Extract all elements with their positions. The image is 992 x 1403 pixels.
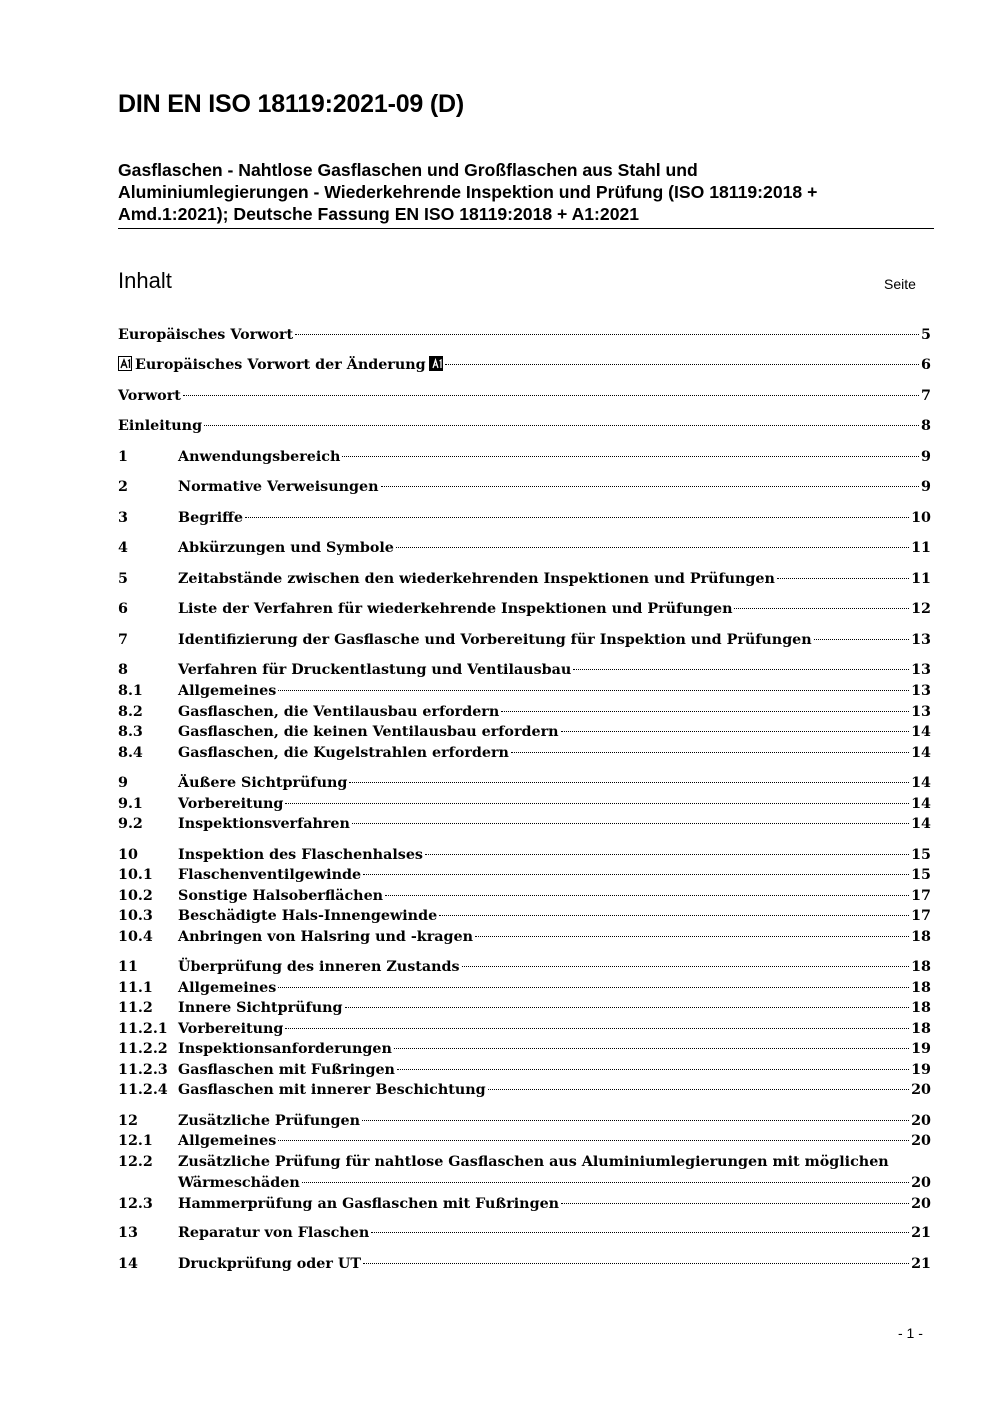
toc-entry-number: 2 — [118, 479, 128, 495]
toc-entry-title: Allgemeines — [178, 1133, 277, 1149]
subtitle-line-1: Gasflaschen - Nahtlose Gasflaschen und Großflaschen aus Stahl und — [118, 160, 698, 180]
subtitle-line-2: Aluminiumlegierungen - Wiederkehrende Inspektion und Prüfung (ISO 18119:2018 + — [118, 182, 818, 202]
toc-entry-title: Europäisches Vorwort — [118, 327, 294, 343]
toc-entry-number: 11.2.3 — [118, 1062, 168, 1078]
toc-entry[interactable] — [118, 1152, 931, 1193]
toc-entry-number: 9 — [118, 775, 128, 791]
toc-entry-number: 10.1 — [118, 867, 153, 883]
toc-entry-title: Reparatur von Flaschen — [178, 1225, 370, 1241]
toc-entry[interactable] — [118, 1039, 931, 1059]
toc-entry-page: 14 — [911, 816, 931, 832]
toc-entry-page: 11 — [911, 571, 931, 587]
toc-entry[interactable] — [118, 508, 931, 528]
toc-entry-page: 18 — [911, 959, 931, 975]
toc-leader-dots — [352, 823, 909, 824]
toc-entry[interactable] — [118, 630, 931, 650]
toc-entry-title: Liste der Verfahren für wiederkehrende Inspektionen und Prüfungen — [178, 601, 733, 617]
page-number-footer: - 1 - — [898, 1325, 923, 1341]
toc-entry-page: 12 — [911, 601, 931, 617]
toc-entry[interactable] — [118, 1019, 931, 1039]
toc-entry-vorwort-eu[interactable] — [118, 325, 931, 345]
toc-entry-title: Allgemeines — [178, 683, 277, 699]
toc-entry-title: Gasflaschen, die keinen Ventilausbau erfordern — [178, 724, 559, 740]
title-divider — [118, 228, 934, 229]
toc-entry[interactable] — [118, 660, 931, 680]
toc-entry-title: Inspektionsverfahren — [178, 816, 350, 832]
toc-leader-dots — [345, 1007, 910, 1008]
toc-entry[interactable] — [118, 1223, 931, 1243]
toc-entry-title: Äußere Sichtprüfung — [178, 775, 348, 791]
toc-entry-title-line-1: Zusätzliche Prüfung für nahtlose Gasflaschen aus Aluminiumlegierungen mit möglichen — [178, 1154, 889, 1170]
toc-entry-number: 11.2.4 — [118, 1082, 168, 1098]
toc-entry[interactable] — [118, 906, 931, 926]
toc-leader-dots — [814, 639, 909, 640]
toc-leader-dots — [278, 690, 909, 691]
toc-entry-number: 14 — [118, 1256, 138, 1272]
toc-leader-dots — [462, 966, 910, 967]
toc-leader-dots — [245, 517, 909, 518]
toc-entry-page: 21 — [911, 1225, 931, 1241]
toc-entry-title: Gasflaschen mit innerer Beschichtung — [178, 1082, 486, 1098]
toc-entry-page: 17 — [911, 908, 931, 924]
toc-entry-title: Vorbereitung — [178, 1021, 284, 1037]
toc-entry-title: Einleitung — [118, 418, 203, 434]
toc-entry[interactable] — [118, 538, 931, 558]
toc-entry-page: 8 — [921, 418, 931, 434]
toc-leader-dots — [285, 803, 909, 804]
toc-entry-title: Inspektion des Flaschenhalses — [178, 847, 423, 863]
toc-entry-title: Begriffe — [178, 510, 243, 526]
toc-entry-page: 15 — [911, 847, 931, 863]
toc-entry[interactable] — [118, 794, 931, 814]
toc-leader-dots — [488, 1089, 909, 1090]
toc-entry-number: 4 — [118, 540, 128, 556]
toc-entry-number: 9.1 — [118, 796, 143, 812]
toc-leader-dots — [278, 987, 909, 988]
toc-entry-number: 11.2.1 — [118, 1021, 168, 1037]
toc-leader-dots — [362, 1120, 909, 1121]
toc-leader-dots — [734, 608, 909, 609]
toc-entry[interactable] — [118, 702, 931, 722]
toc-leader-dots — [501, 711, 909, 712]
amendment-start-icon — [118, 356, 132, 371]
toc-entry-vorwort-aenderung[interactable] — [118, 355, 931, 375]
page-column-label: Seite — [884, 276, 916, 292]
toc-leader-dots — [363, 1263, 909, 1264]
toc-entry-number: 12.3 — [118, 1196, 153, 1212]
toc-entry-page: 19 — [911, 1041, 931, 1057]
toc-entry-number: 8 — [118, 662, 128, 678]
toc-leader-dots — [385, 895, 909, 896]
toc-entry-page: 9 — [921, 479, 931, 495]
toc-entry-title: Druckprüfung oder UT — [178, 1256, 362, 1272]
toc-entry-title: Zeitabstände zwischen den wiederkehrenden Inspektionen und Prüfungen — [178, 571, 775, 587]
toc-entry-title: Beschädigte Hals-Innengewinde — [178, 908, 438, 924]
toc-entry[interactable] — [118, 722, 931, 742]
toc-entry-page: 18 — [911, 1000, 931, 1016]
toc-entry[interactable] — [118, 743, 931, 763]
toc-entry-title: Vorwort — [118, 388, 181, 404]
toc-entry[interactable] — [118, 477, 931, 497]
toc-entry-page: 7 — [921, 388, 931, 404]
toc-leader-dots — [394, 1048, 909, 1049]
toc-entry-page: 6 — [921, 357, 931, 373]
toc-leader-dots — [302, 1182, 909, 1183]
toc-entry-number: 8.3 — [118, 724, 143, 740]
toc-entry-page: 18 — [911, 1021, 931, 1037]
toc-entry[interactable] — [118, 569, 931, 589]
toc-entry[interactable] — [118, 957, 931, 977]
toc-entry-page: 20 — [911, 1133, 931, 1149]
toc-entry-title-line-2: Wärmeschäden — [178, 1175, 300, 1191]
toc-entry-page: 20 — [911, 1175, 931, 1191]
toc-entry[interactable] — [118, 998, 931, 1018]
toc-leader-dots — [204, 425, 919, 426]
toc-entry-title: Normative Verweisungen — [178, 479, 379, 495]
toc-entry-number: 12.1 — [118, 1133, 153, 1149]
toc-entry-page: 5 — [921, 327, 931, 343]
toc-entry-number: 11.2 — [118, 1000, 153, 1016]
toc-entry-title: Zusätzliche Prüfungen — [178, 1113, 361, 1129]
toc-leader-dots — [183, 395, 919, 396]
toc-entry-vorwort[interactable] — [118, 386, 931, 406]
toc-entry-page: 14 — [911, 745, 931, 761]
toc-entry-number: 8.1 — [118, 683, 143, 699]
toc-entry-title-wrap — [118, 355, 443, 375]
toc-entry-page: 20 — [911, 1082, 931, 1098]
toc-entry-title: Identifizierung der Gasflasche und Vorbereitung für Inspektion und Prüfungen — [178, 632, 812, 648]
toc-entry-number: 8.4 — [118, 745, 143, 761]
toc-entry[interactable] — [118, 773, 931, 793]
toc-entry-title: Europäisches Vorwort der Änderung — [135, 357, 426, 373]
toc-entry-title: Flaschenventilgewinde — [178, 867, 362, 883]
toc-entry-einleitung[interactable] — [118, 416, 931, 436]
toc-entry-title: Anwendungsbereich — [178, 449, 341, 465]
toc-entry-page: 14 — [911, 724, 931, 740]
toc-entry-title: Gasflaschen mit Fußringen — [178, 1062, 395, 1078]
toc-entry-page: 17 — [911, 888, 931, 904]
toc-leader-dots — [425, 854, 909, 855]
toc-entry-number: 3 — [118, 510, 128, 526]
toc-entry-page: 20 — [911, 1196, 931, 1212]
toc-entry-page: 13 — [911, 704, 931, 720]
toc-entry-page: 19 — [911, 1062, 931, 1078]
toc-entry-number: 5 — [118, 571, 128, 587]
toc-leader-dots — [396, 547, 909, 548]
toc-entry-number: 10.4 — [118, 929, 153, 945]
toc-entry-page: 11 — [911, 540, 931, 556]
toc-entry-number: 9.2 — [118, 816, 143, 832]
toc-entry-number: 12.2 — [118, 1154, 153, 1170]
toc-entry-title: Allgemeines — [178, 980, 277, 996]
toc-leader-dots — [342, 456, 919, 457]
toc-entry[interactable] — [118, 1060, 931, 1080]
toc-entry-number: 12 — [118, 1113, 138, 1129]
toc-entry[interactable] — [118, 599, 931, 619]
toc-leader-dots — [445, 364, 919, 365]
toc-entry-number: 10 — [118, 847, 138, 863]
toc-entry-page: 13 — [911, 662, 931, 678]
toc-entry[interactable] — [118, 1254, 931, 1274]
toc-entry-page: 13 — [911, 632, 931, 648]
toc-entry-number: 1 — [118, 449, 128, 465]
document-subtitle — [118, 159, 948, 225]
document-title: DIN EN ISO 18119:2021-09 (D) — [118, 90, 464, 118]
toc-leader-dots — [777, 578, 909, 579]
toc-leader-dots — [475, 936, 909, 937]
toc-entry-number: 11 — [118, 959, 138, 975]
toc-leader-dots — [573, 669, 909, 670]
toc-entry-title: Hammerprüfung an Gasflaschen mit Fußringen — [178, 1196, 560, 1212]
toc-entry-number: 8.2 — [118, 704, 143, 720]
toc-entry-number: 7 — [118, 632, 128, 648]
toc-entry-title: Sonstige Halsoberflächen — [178, 888, 384, 904]
toc-entry-page: 15 — [911, 867, 931, 883]
toc-leader-dots — [363, 874, 909, 875]
toc-entry-number: 13 — [118, 1225, 138, 1241]
toc-entry[interactable] — [118, 845, 931, 865]
toc-entry-title: Innere Sichtprüfung — [178, 1000, 343, 1016]
toc-leader-dots — [511, 752, 909, 753]
toc-entry[interactable] — [118, 1080, 931, 1100]
toc-entry[interactable] — [118, 1194, 931, 1214]
amendment-end-icon — [429, 356, 443, 371]
toc-leader-dots — [561, 731, 910, 732]
toc-entry-page: 14 — [911, 796, 931, 812]
toc-entry-title: Anbringen von Halsring und -kragen — [178, 929, 473, 945]
toc-leader-dots — [349, 782, 909, 783]
toc-entry[interactable] — [118, 927, 931, 947]
toc-entry-page: 10 — [911, 510, 931, 526]
toc-entry-page: 13 — [911, 683, 931, 699]
toc-entry-number: 6 — [118, 601, 128, 617]
toc-leader-dots — [285, 1028, 909, 1029]
toc-leader-dots — [439, 915, 909, 916]
toc-leader-dots — [381, 486, 920, 487]
toc-entry-page: 20 — [911, 1113, 931, 1129]
toc-leader-dots — [371, 1232, 909, 1233]
toc-entry-title: Gasflaschen, die Ventilausbau erfordern — [178, 704, 500, 720]
subtitle-line-3: Amd.1:2021); Deutsche Fassung EN ISO 18119:2018 + A1:2021 — [118, 204, 640, 224]
toc-entry-number: 11.2.2 — [118, 1041, 168, 1057]
toc-entry[interactable] — [118, 1131, 931, 1151]
contents-heading: Inhalt — [118, 268, 172, 293]
toc-entry-page: 18 — [911, 929, 931, 945]
toc-entry-number: 11.1 — [118, 980, 153, 996]
toc-entry[interactable] — [118, 978, 931, 998]
toc-entry-title: Abkürzungen und Symbole — [178, 540, 394, 556]
toc-entry-title: Inspektionsanforderungen — [178, 1041, 392, 1057]
toc-entry-title: Gasflaschen, die Kugelstrahlen erfordern — [178, 745, 509, 761]
toc-entry[interactable] — [118, 681, 931, 701]
toc-entry[interactable] — [118, 447, 931, 467]
toc-entry-number: 10.3 — [118, 908, 153, 924]
toc-entry-page: 21 — [911, 1256, 931, 1272]
toc-entry-title: Vorbereitung — [178, 796, 284, 812]
toc-entry[interactable] — [118, 865, 931, 885]
toc-entry-title: Überprüfung des inneren Zustands — [178, 959, 460, 975]
toc-entry-page: 14 — [911, 775, 931, 791]
toc-entry[interactable] — [118, 886, 931, 906]
toc-leader-dots — [295, 334, 919, 335]
toc-leader-dots — [278, 1140, 909, 1141]
toc-entry[interactable] — [118, 814, 931, 834]
toc-leader-dots — [397, 1069, 909, 1070]
toc-entry-page: 9 — [921, 449, 931, 465]
toc-entry-page: 18 — [911, 980, 931, 996]
toc-leader-dots — [561, 1203, 909, 1204]
toc-entry[interactable] — [118, 1111, 931, 1131]
toc-entry-title: Verfahren für Druckentlastung und Ventilausbau — [178, 662, 572, 678]
toc-entry-number: 10.2 — [118, 888, 153, 904]
